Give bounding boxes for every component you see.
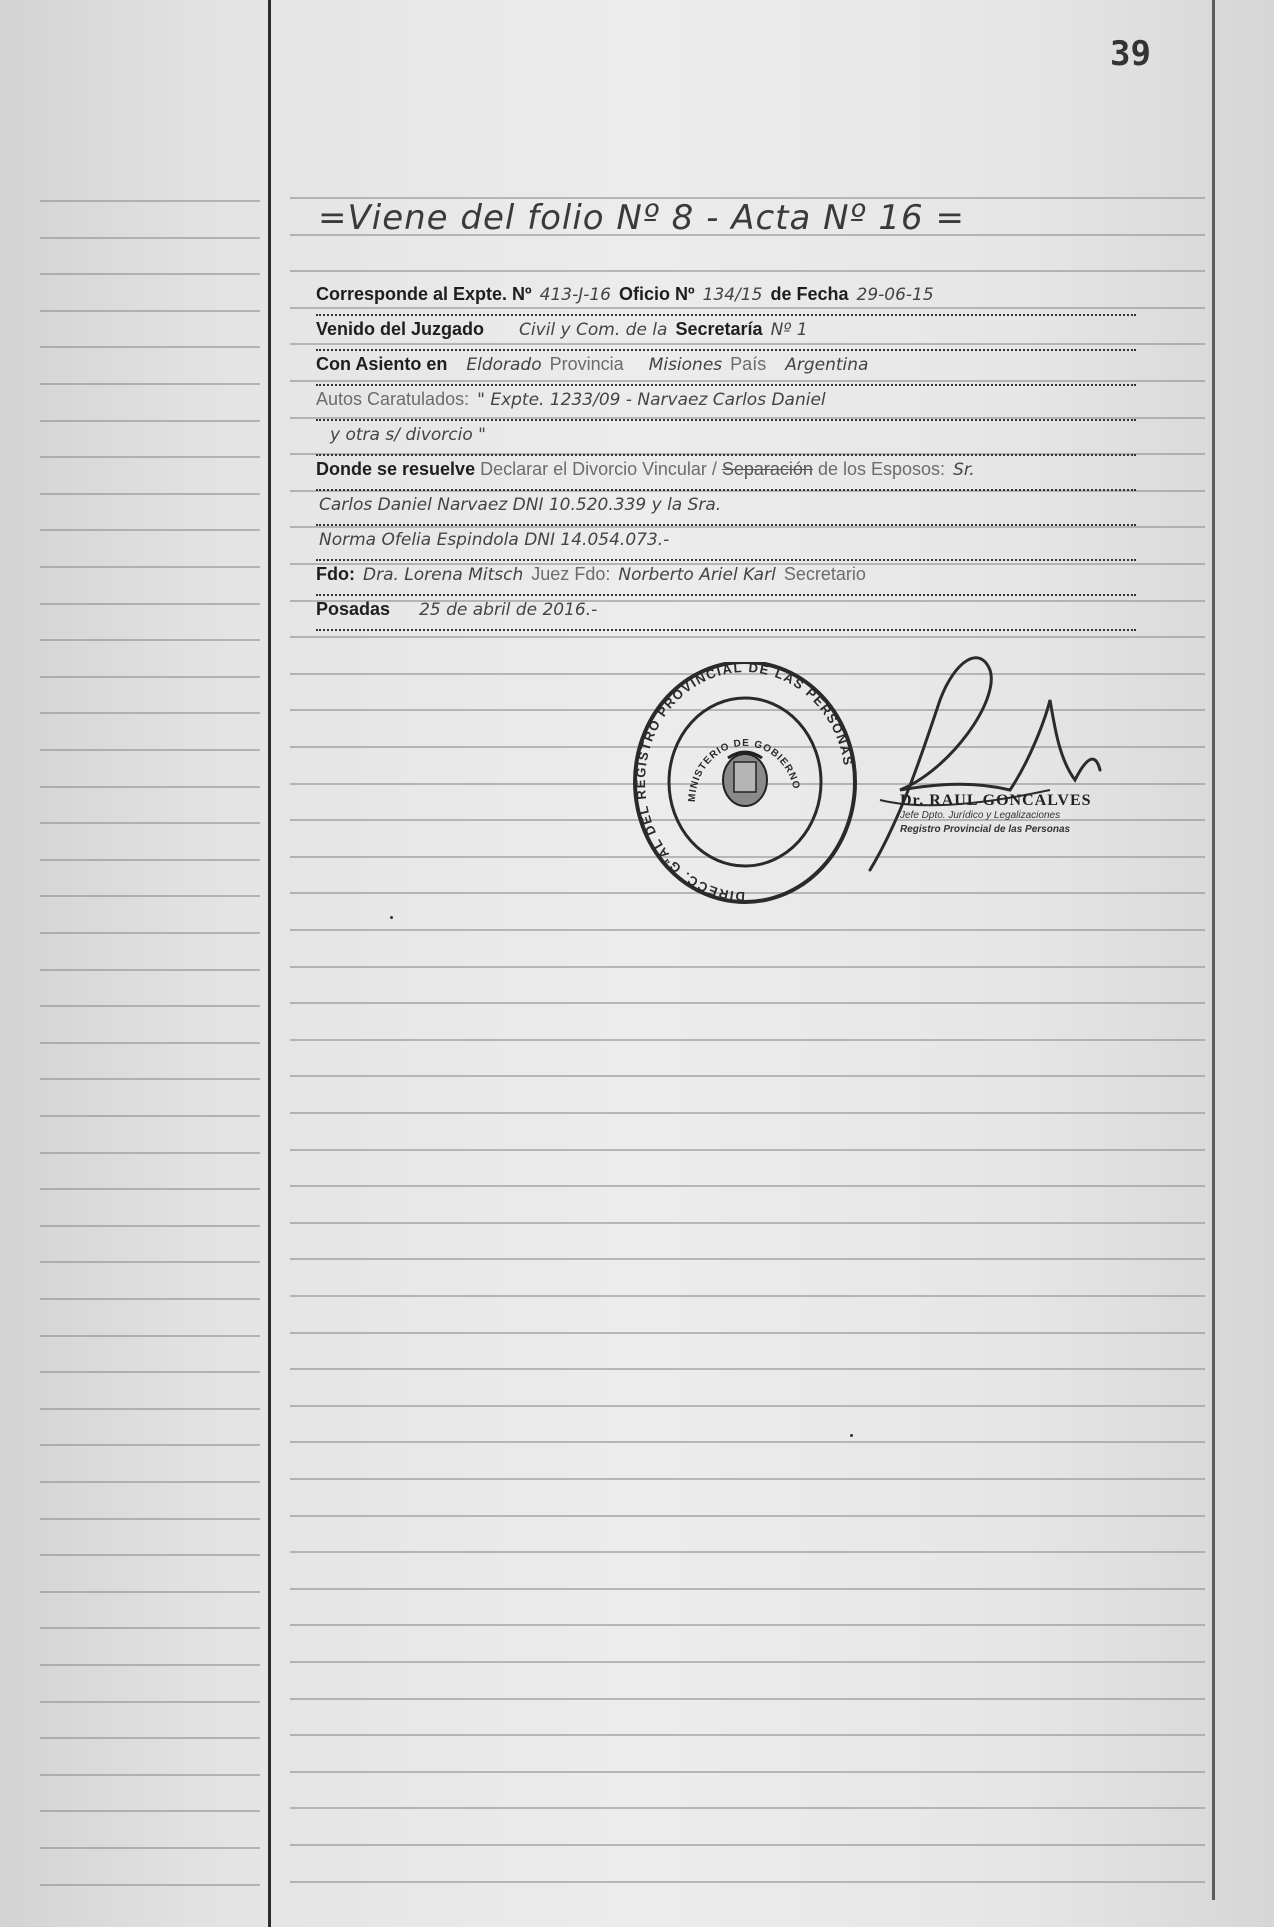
- margin-rule-line: [40, 566, 260, 568]
- margin-rule-line: [40, 1774, 260, 1776]
- secretaria-label: Secretaría: [675, 319, 763, 339]
- page-edge-line: [1212, 0, 1215, 1900]
- margin-rule-line: [40, 1371, 260, 1373]
- ink-dot: [390, 916, 393, 919]
- autos-value-1: " Expte. 1233/09 - Narvaez Carlos Daniel: [477, 390, 826, 410]
- posadas-value: 25 de abril de 2016.-: [419, 600, 598, 620]
- margin-rule-line: [40, 1591, 260, 1593]
- body-rule-line: [290, 929, 1205, 931]
- provincia-value: Misiones: [648, 355, 723, 375]
- margin-rule-line: [40, 237, 260, 239]
- margin-rule-line: [40, 712, 260, 714]
- margin-rule-line: [40, 1554, 260, 1556]
- body-rule-line: [290, 1222, 1205, 1224]
- body-rule-line: [290, 1332, 1205, 1334]
- seal-outer-text: DIRECC. GªAL DEL REGISTRO PROVINCIAL DE LAS PERSONAS: [633, 662, 857, 905]
- body-rule-line: [290, 1771, 1205, 1773]
- pais-value: Argentina: [785, 355, 869, 375]
- margin-rule-line: [40, 1188, 260, 1190]
- esposos-label: de los Esposos:: [817, 459, 946, 479]
- body-rule-line: [290, 1734, 1205, 1736]
- body-rule-line: [290, 1149, 1205, 1151]
- separacion-struck: Separación: [721, 459, 813, 479]
- resuelve-line: [316, 459, 1136, 491]
- fdo-label: Fdo:: [316, 564, 355, 584]
- signer-block: [900, 792, 1130, 835]
- fdo2-label: Fdo:: [574, 564, 611, 584]
- margin-rule-line: [40, 1042, 260, 1044]
- body-rule-line: [290, 1368, 1205, 1370]
- margin-rule-line: [40, 529, 260, 531]
- esposos-value-2: Carlos Daniel Narvaez DNI 10.520.339 y la Sra.: [319, 495, 722, 515]
- body-rule-line: [290, 1478, 1205, 1480]
- official-seal: [630, 662, 860, 922]
- margin-rule-line: [40, 1261, 260, 1263]
- juez-label: Juez: [531, 564, 570, 584]
- oficio-value: 134/15: [702, 285, 763, 305]
- esposos-value-3: Norma Ofelia Espindola DNI 14.054.073.-: [319, 530, 670, 550]
- margin-rule-line: [40, 346, 260, 348]
- resuelve-text: Declarar el Divorcio Vincular /: [480, 459, 717, 479]
- margin-rule-line: [40, 786, 260, 788]
- body-rule-line: [290, 1112, 1205, 1114]
- body-rule-line: [290, 1844, 1205, 1846]
- margin-line: [268, 0, 271, 1927]
- coat-of-arms-icon: [723, 752, 767, 806]
- fecha-value: 29-06-15: [856, 285, 934, 305]
- continued-from-note: =Viene del folio Nº 8 - Acta Nº 16 =: [318, 198, 965, 238]
- margin-rule-line: [40, 200, 260, 202]
- juzgado-line: [316, 319, 1136, 351]
- asiento-label: Con Asiento en: [316, 354, 448, 374]
- body-rule-line: [290, 966, 1205, 968]
- margin-rule-line: [40, 1810, 260, 1812]
- margin-rule-line: [40, 420, 260, 422]
- fdo-juez-value: Dra. Lorena Mitsch: [363, 565, 524, 585]
- fdo-secretario-value: Norberto Ariel Karl: [618, 565, 776, 585]
- body-rule-line: [290, 1295, 1205, 1297]
- body-rule-line: [290, 1441, 1205, 1443]
- margin-rule-line: [40, 1664, 260, 1666]
- autos-line-1: [316, 389, 1136, 421]
- body-rule-line: [290, 1405, 1205, 1407]
- margin-rule-line: [40, 1701, 260, 1703]
- body-rule-line: [290, 1881, 1205, 1883]
- body-rule-line: [290, 1624, 1205, 1626]
- expediente-line: [316, 284, 1136, 316]
- autos-line-2: [316, 424, 1136, 456]
- fecha-label: de Fecha: [770, 284, 849, 304]
- margin-rule-line: [40, 1005, 260, 1007]
- signer-name: Dr. RAUL GONCALVES: [900, 792, 1092, 809]
- asiento-value: Eldorado: [466, 355, 542, 375]
- esposos-value-1: Sr.: [953, 460, 975, 480]
- body-rule-line: [290, 1551, 1205, 1553]
- margin-rule-line: [40, 822, 260, 824]
- margin-rule-line: [40, 310, 260, 312]
- margin-rule-line: [40, 749, 260, 751]
- margin-rule-line: [40, 1078, 260, 1080]
- margin-rule-line: [40, 1627, 260, 1629]
- margin-rule-line: [40, 639, 260, 641]
- secretaria-value: Nº 1: [770, 320, 808, 340]
- juzgado-label: Venido del Juzgado: [316, 319, 485, 339]
- margin-rule-line: [40, 1444, 260, 1446]
- autos-label: Autos Caratulados:: [316, 389, 470, 409]
- margin-rule-line: [40, 1737, 260, 1739]
- margin-rule-line: [40, 1884, 260, 1886]
- expte-label: Corresponde al Expte. Nº: [316, 284, 532, 304]
- body-rule-line: [290, 1185, 1205, 1187]
- esposos-line-3: [316, 529, 1136, 561]
- resuelve-label: Donde se resuelve: [316, 459, 476, 479]
- body-rule-line: [290, 526, 1205, 528]
- body-rule-line: [290, 1258, 1205, 1260]
- body-rule-line: [290, 1588, 1205, 1590]
- margin-rule-line: [40, 969, 260, 971]
- posadas-label: Posadas: [316, 599, 391, 619]
- margin-rule-line: [40, 1481, 260, 1483]
- margin-rule-line: [40, 603, 260, 605]
- body-rule-line: [290, 1661, 1205, 1663]
- body-rule-line: [290, 1698, 1205, 1700]
- margin-rule-line: [40, 1518, 260, 1520]
- margin-rule-line: [40, 1152, 260, 1154]
- margin-rule-line: [40, 932, 260, 934]
- margin-rule-line: [40, 456, 260, 458]
- posadas-line: [316, 599, 1136, 631]
- body-rule-line: [290, 1002, 1205, 1004]
- body-rule-line: [290, 1075, 1205, 1077]
- margin-rule-line: [40, 1408, 260, 1410]
- esposos-line-2: [316, 494, 1136, 526]
- folio-number: 39: [1110, 34, 1151, 74]
- margin-rule-line: [40, 676, 260, 678]
- margin-rule-line: [40, 859, 260, 861]
- expte-value: 413-J-16: [539, 285, 612, 305]
- margin-rule-line: [40, 383, 260, 385]
- body-rule-line: [290, 636, 1205, 638]
- signer-role: Jefe Dpto. Jurídico y Legalizaciones: [900, 810, 1061, 821]
- asiento-line: [316, 354, 1136, 386]
- pais-label: País: [730, 354, 767, 374]
- margin-rule-line: [40, 273, 260, 275]
- provincia-label: Provincia: [549, 354, 624, 374]
- oficio-label: Oficio Nº: [619, 284, 695, 304]
- juzgado-value: Civil y Com. de la: [519, 320, 668, 340]
- autos-value-2: y otra s/ divorcio ": [330, 425, 486, 445]
- seal-inner-text: MINISTERIO DE GOBIERNO: [686, 737, 802, 803]
- margin-rule-line: [40, 1335, 260, 1337]
- body-rule-line: [290, 1039, 1205, 1041]
- margin-rule-line: [40, 895, 260, 897]
- margin-rule-line: [40, 1847, 260, 1849]
- signer-office: Registro Provincial de las Personas: [900, 824, 1071, 835]
- margin-rule-line: [40, 493, 260, 495]
- body-rule-line: [290, 270, 1205, 272]
- firmas-line: [316, 564, 1136, 596]
- body-rule-line: [290, 1807, 1205, 1809]
- margin-rule-line: [40, 1115, 260, 1117]
- body-rule-line: [290, 1515, 1205, 1517]
- handwritten-signature: [860, 640, 1140, 890]
- secretario-label: Secretario: [783, 564, 866, 584]
- margin-rule-line: [40, 1225, 260, 1227]
- margin-rule-line: [40, 1298, 260, 1300]
- ink-dot: [850, 1434, 853, 1437]
